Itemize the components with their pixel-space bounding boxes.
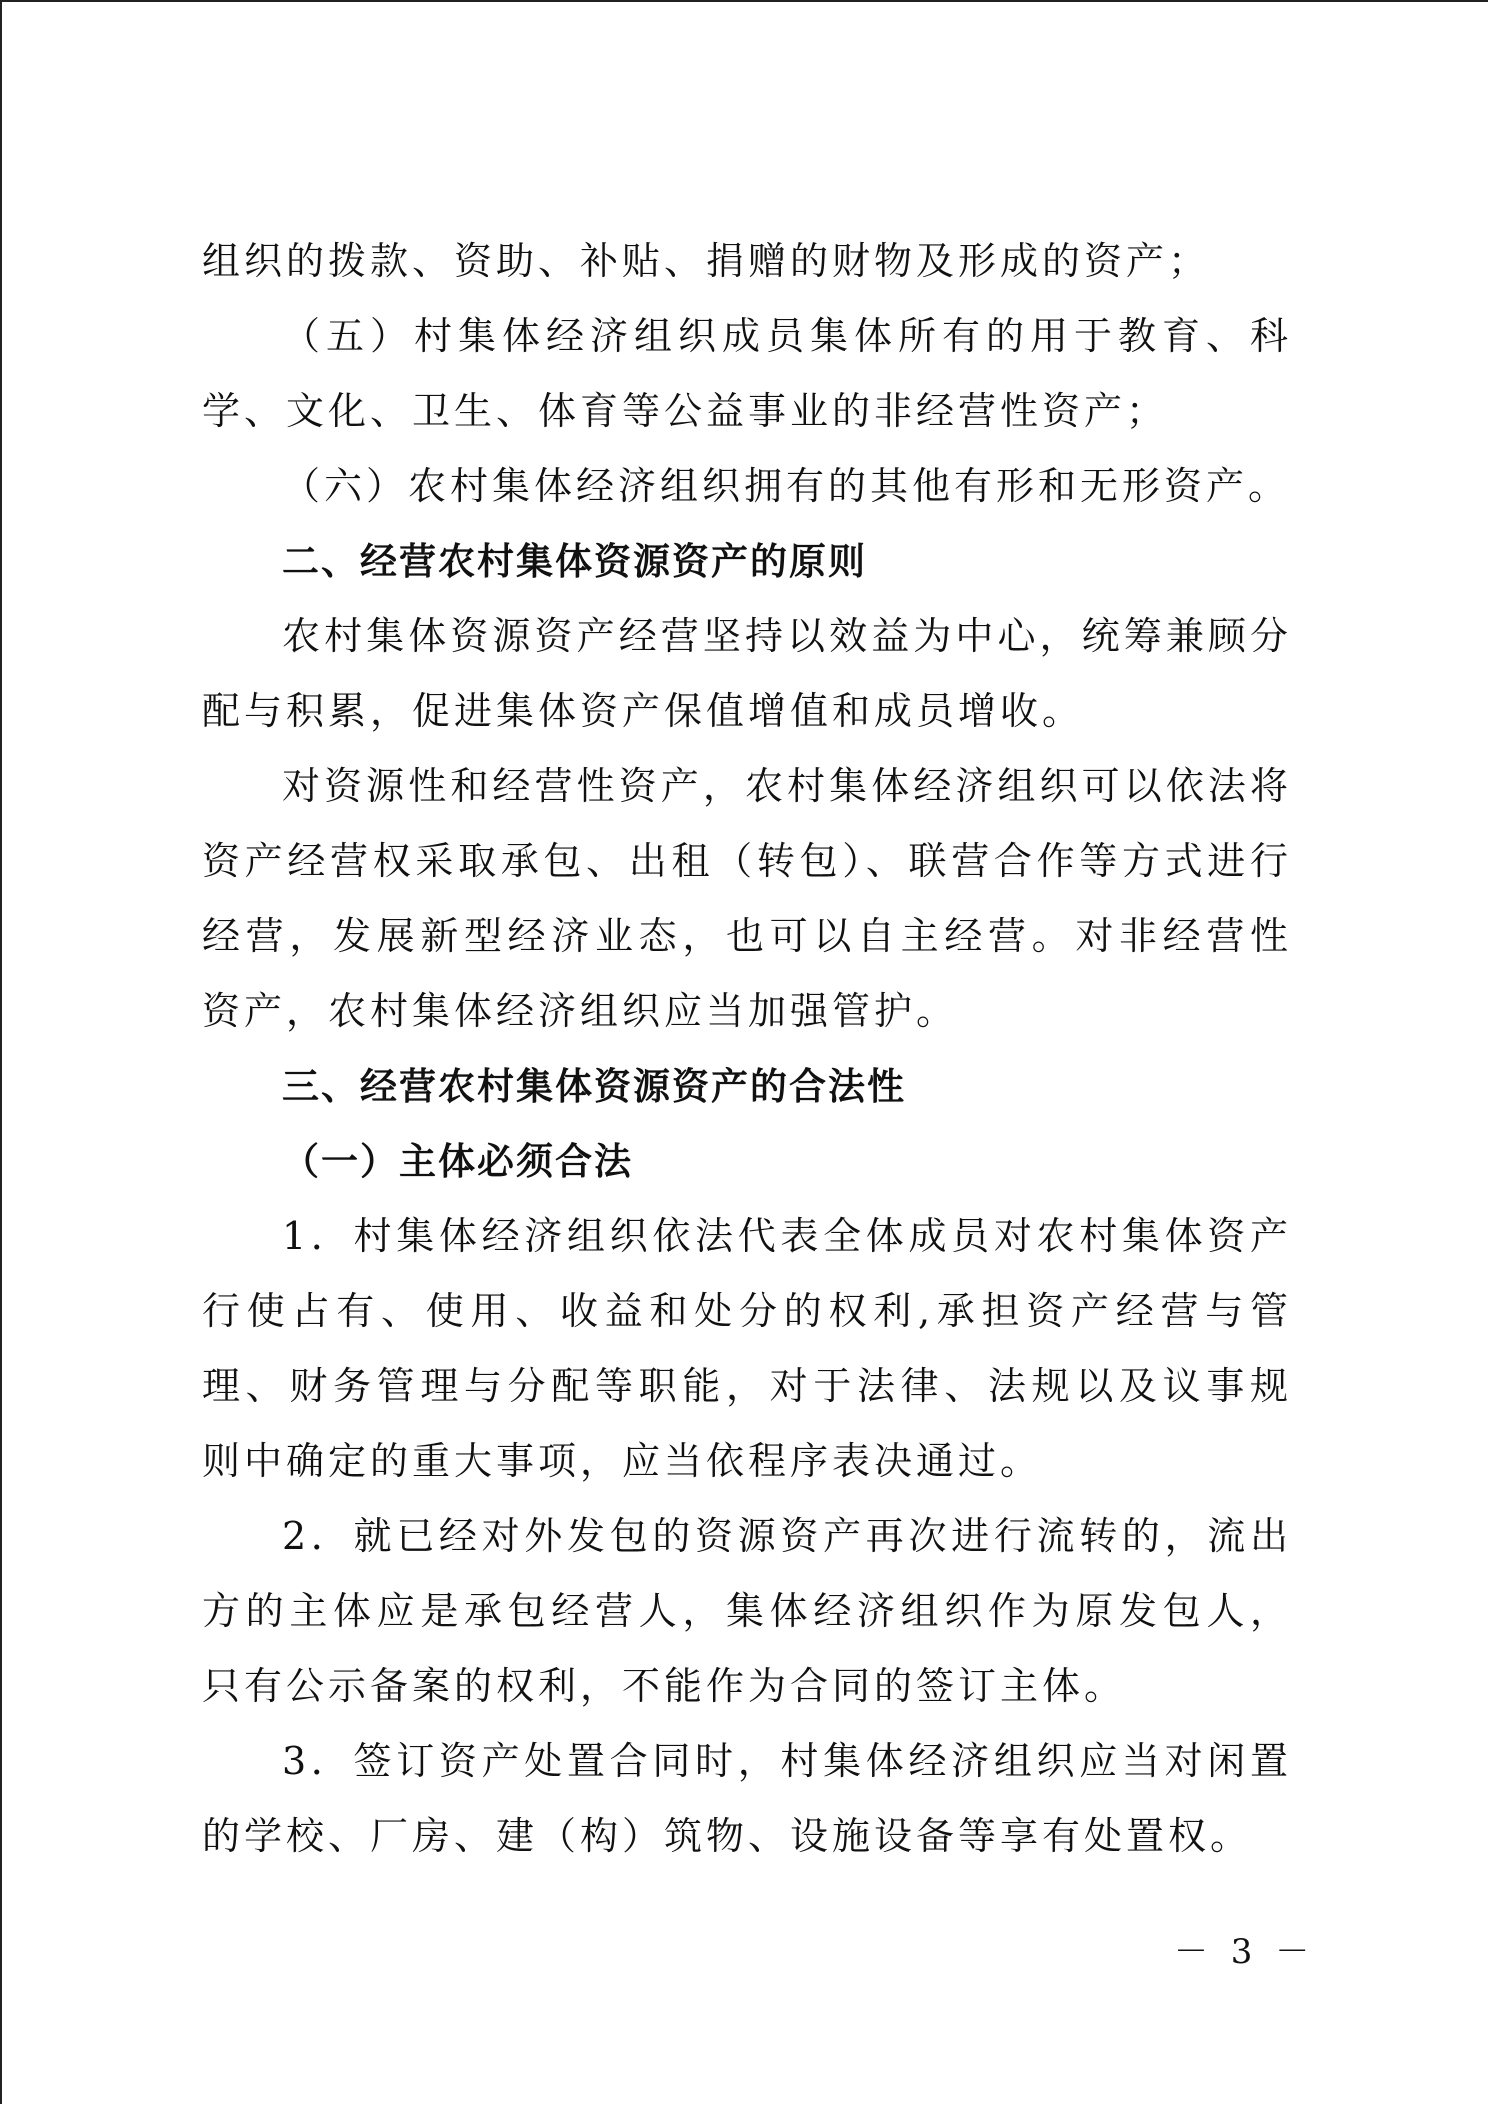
paragraph-subject-1: 1．村集体经济组织依法代表全体成员对农村集体资产行使占有、使用、收益和处分的权利,承担资产经营与管理、财务管理与分配等职能，对于法律、法规以及议事规则中确定的重大事项，应当依程序表决通过。 [202, 1214, 1292, 1483]
paragraph-item-6: （六）农村集体经济组织拥有的其他有形和无形资产。 [282, 464, 1291, 508]
section-heading-3: 三、经营农村集体资源资产的合法性 [282, 1065, 906, 1108]
subsection-heading-1: （一）主体必须合法 [282, 1140, 633, 1183]
paragraph-principle-1: 农村集体资源资产经营坚持以效益为中心，统筹兼顾分配与积累，促进集体资产保值增值和成员增收。 [202, 614, 1292, 733]
page-number: － 3 － [1174, 1932, 1316, 1972]
paragraph-principle-2: 对资源性和经营性资产，农村集体经济组织可以依法将资产经营权采取承包、出租（转包）、联营合作等方式进行经营，发展新型经济业态，也可以自主经营。对非经营性资产，农村集体经济组织应当加强管护。 [202, 764, 1292, 1033]
paragraph-1: 组织的拨款、资助、补贴、捐赠的财物及形成的资产； [202, 239, 1211, 283]
section-heading-2: 二、经营农村集体资源资产的原则 [282, 540, 867, 583]
paragraph-item-5: （五）村集体经济组织成员集体所有的用于教育、科学、文化、卫生、体育等公益事业的非经营性资产； [202, 314, 1292, 433]
paragraph-subject-2: 2．就已经对外发包的资源资产再次进行流转的，流出方的主体应是承包经营人，集体经济组织作为原发包人，只有公示备案的权利，不能作为合同的签订主体。 [202, 1514, 1292, 1708]
document-body [202, 224, 1292, 1874]
paragraph-subject-3: 3．签订资产处置合同时，村集体经济组织应当对闲置的学校、厂房、建（构）筑物、设施设备等享有处置权。 [202, 1739, 1292, 1858]
